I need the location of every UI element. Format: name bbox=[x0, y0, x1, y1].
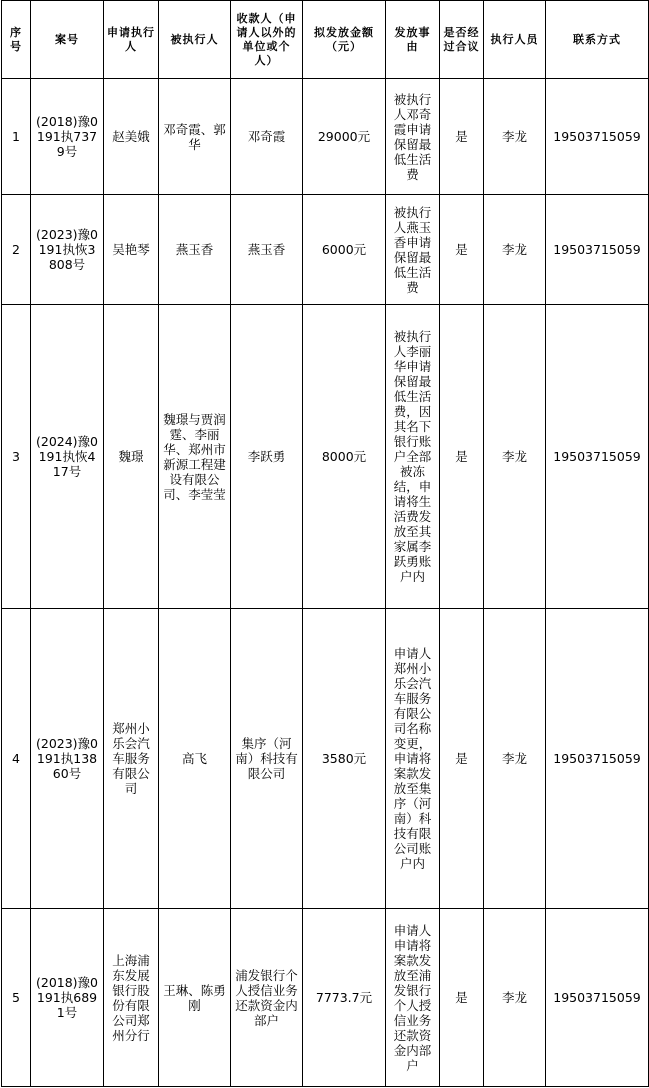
cell-applicant: 魏璟 bbox=[104, 305, 159, 609]
cell-contact: 19503715059 bbox=[546, 79, 649, 195]
cell-applicant: 吴艳琴 bbox=[104, 195, 159, 305]
cell-payee: 燕玉香 bbox=[231, 195, 303, 305]
cell-respondent: 高飞 bbox=[159, 609, 231, 909]
cell-case-no: (2023)豫0191执13860号 bbox=[31, 609, 104, 909]
table-row bbox=[2, 305, 649, 609]
cell-seq: 2 bbox=[2, 195, 31, 305]
cell-reason: 被执行人李丽华申请保留最低生活费，因其名下银行账户全部被冻结，申请将生活费发放至其家属李跃勇账户内 bbox=[386, 305, 440, 609]
cell-applicant: 赵美娥 bbox=[104, 79, 159, 195]
cell-seq: 3 bbox=[2, 305, 31, 609]
cell-respondent: 邓奇霞、郭华 bbox=[159, 79, 231, 195]
cell-contact: 19503715059 bbox=[546, 909, 649, 1087]
table-row bbox=[2, 609, 649, 909]
cell-case-no: (2024)豫0191执恢417号 bbox=[31, 305, 104, 609]
cell-agreed: 是 bbox=[440, 79, 484, 195]
table-row bbox=[2, 79, 649, 195]
cell-respondent: 燕玉香 bbox=[159, 195, 231, 305]
header-respondent: 被执行人 bbox=[159, 1, 231, 79]
cell-agreed: 是 bbox=[440, 305, 484, 609]
header-contact: 联系方式 bbox=[546, 1, 649, 79]
cell-officer: 李龙 bbox=[484, 79, 546, 195]
header-reason: 发放事由 bbox=[386, 1, 440, 79]
cell-payee: 集序（河南）科技有限公司 bbox=[231, 609, 303, 909]
cell-reason: 被执行人邓奇霞申请保留最低生活费 bbox=[386, 79, 440, 195]
cell-payee: 邓奇霞 bbox=[231, 79, 303, 195]
cell-seq: 4 bbox=[2, 609, 31, 909]
header-applicant: 申请执行人 bbox=[104, 1, 159, 79]
cell-amount: 6000元 bbox=[303, 195, 386, 305]
cell-seq: 1 bbox=[2, 79, 31, 195]
header-case-no: 案号 bbox=[31, 1, 104, 79]
cell-officer: 李龙 bbox=[484, 909, 546, 1087]
cell-agreed: 是 bbox=[440, 195, 484, 305]
cell-amount: 29000元 bbox=[303, 79, 386, 195]
cell-amount: 3580元 bbox=[303, 609, 386, 909]
cell-case-no: (2018)豫0191执7379号 bbox=[31, 79, 104, 195]
cell-payee: 李跃勇 bbox=[231, 305, 303, 609]
cell-reason: 被执行人燕玉香申请保留最低生活费 bbox=[386, 195, 440, 305]
cell-seq: 5 bbox=[2, 909, 31, 1087]
cell-amount: 7773.7元 bbox=[303, 909, 386, 1087]
fund-release-table bbox=[1, 0, 649, 1087]
cell-payee: 浦发银行个人授信业务还款资金内部户 bbox=[231, 909, 303, 1087]
header-payee: 收款人（申请人以外的单位或个人） bbox=[231, 1, 303, 79]
header-row bbox=[2, 1, 649, 79]
cell-respondent: 魏璟与贾润霆、李丽华、郑州市新源工程建设有限公司、李莹莹 bbox=[159, 305, 231, 609]
cell-agreed: 是 bbox=[440, 909, 484, 1087]
cell-contact: 19503715059 bbox=[546, 195, 649, 305]
cell-applicant: 上海浦东发展银行股份有限公司郑州分行 bbox=[104, 909, 159, 1087]
cell-officer: 李龙 bbox=[484, 195, 546, 305]
table-row bbox=[2, 195, 649, 305]
cell-officer: 李龙 bbox=[484, 609, 546, 909]
table-row bbox=[2, 909, 649, 1087]
cell-reason: 申请人郑州小乐会汽车服务有限公司名称变更，申请将案款发放至集序（河南）科技有限公司账户内 bbox=[386, 609, 440, 909]
cell-agreed: 是 bbox=[440, 609, 484, 909]
cell-contact: 19503715059 bbox=[546, 609, 649, 909]
cell-amount: 8000元 bbox=[303, 305, 386, 609]
cell-reason: 申请人申请将案款发放至浦发银行个人授信业务还款资金内部户 bbox=[386, 909, 440, 1087]
header-seq: 序号 bbox=[2, 1, 31, 79]
cell-case-no: (2023)豫0191执恢3808号 bbox=[31, 195, 104, 305]
cell-contact: 19503715059 bbox=[546, 305, 649, 609]
header-amount: 拟发放金额（元） bbox=[303, 1, 386, 79]
header-agreed: 是否经过合议 bbox=[440, 1, 484, 79]
header-officer: 执行人员 bbox=[484, 1, 546, 79]
cell-respondent: 王琳、陈勇刚 bbox=[159, 909, 231, 1087]
cell-officer: 李龙 bbox=[484, 305, 546, 609]
cell-applicant: 郑州小乐会汽车服务有限公司 bbox=[104, 609, 159, 909]
cell-case-no: (2018)豫0191执6891号 bbox=[31, 909, 104, 1087]
